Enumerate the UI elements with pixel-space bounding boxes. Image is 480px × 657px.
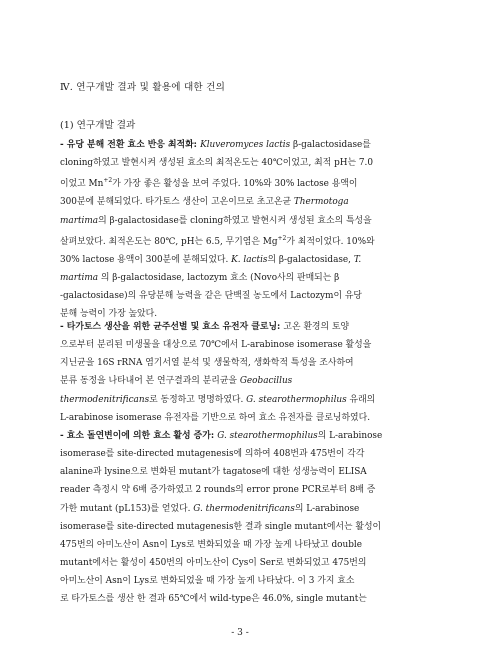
text-segment: 30% lactose 용액이 300분에 분해되었다. [60, 254, 232, 265]
text-line [60, 318, 422, 336]
text-line [60, 230, 422, 251]
text-segment: 475번의 아미노산이 Asn이 Lys로 변화되었을 때 가장 높게 나타났고 double [60, 539, 363, 550]
text-line [60, 193, 422, 211]
text-line [60, 536, 422, 554]
paragraph-mutation-activity [60, 427, 422, 609]
text-segment: -galactosidase)의 유당분해 능력을 같은 단백질 농도에서 Lactozym이 유당 [60, 291, 362, 302]
text-segment: - 타가토스 생산을 위한 균주선별 및 효소 유전자 클로닝: [60, 322, 284, 332]
text-segment: cloning하였고 발현시켜 생성된 효소의 최적온도는 40℃이었고, 최적 pH는 7.0 [60, 158, 374, 169]
text-line [60, 212, 422, 230]
text-segment: β-galactosidase를 [290, 140, 371, 150]
text-line [60, 391, 422, 409]
text-segment: L-arabinose isomerase 유전자를 기반으로 하여 효소 유전자를 클로닝하였다. [60, 412, 371, 423]
text-line [60, 500, 422, 518]
text-segment: 로 타가토스를 생산 한 결과 65℃에서 wild-type은 46.0%, single mutant는 [60, 594, 367, 605]
text-segment: 살펴보았다. 최적온도는 80℃, pH는 6.5, 무기염은 Mg [60, 236, 278, 247]
page-number: - 3 - [231, 628, 249, 638]
text-line [60, 354, 422, 372]
text-segment: 이었고 Mn [60, 179, 104, 190]
text-segment: 분해 능력이 가장 높았다. [60, 309, 158, 320]
text-segment: Geobacillus [239, 376, 293, 387]
text-line [60, 445, 422, 463]
text-segment: G. thermodenitrificans [193, 503, 295, 514]
text-line [60, 372, 422, 390]
text-segment: 지닌균을 16S rRNA 염기서열 분석 및 생물학적, 생화학적 특성을 조사하여 [60, 358, 354, 369]
text-segment: +2 [277, 234, 287, 242]
text-segment: T. [353, 254, 362, 265]
text-segment: - 효소 돌연변이에 의한 효소 활성 증가: [60, 431, 218, 441]
text-segment: 의 β-galactosidase, [267, 254, 354, 265]
text-segment: 고온 환경의 토양 [283, 322, 350, 332]
text-segment: martima [60, 215, 99, 226]
text-segment: 유래의 [346, 394, 376, 405]
text-line [60, 269, 422, 287]
text-segment: 300분에 분해되었다. 타가토스 생산이 고온이므로 초고온균 [60, 197, 294, 208]
text-segment: 의 L-arabinose [317, 431, 383, 441]
text-segment: martima [60, 273, 99, 284]
text-line [60, 590, 422, 608]
text-segment: Kluveromyces lactis [200, 140, 291, 150]
text-segment: 아미노산이 Asn이 Lys로 변화되었을 때 가장 높게 나타났다. 이 3 가지 효소 [60, 576, 355, 587]
text-segment: thermodenitrificans [60, 394, 150, 405]
paragraph-strain-selection [60, 318, 422, 427]
text-line [60, 251, 422, 269]
text-line [60, 409, 422, 427]
text-segment: Thermotoga [293, 197, 349, 208]
text-line [60, 136, 422, 154]
text-segment: 의 L-arabinose [294, 503, 360, 514]
text-line [60, 287, 422, 305]
text-segment: K. lactis [231, 254, 268, 265]
text-line [60, 172, 422, 193]
text-segment: +2 [103, 177, 113, 185]
text-line [60, 154, 422, 172]
subsection-heading: (1) 연구개발 결과 [60, 120, 136, 131]
paragraph-enzyme-optimization [60, 136, 422, 324]
text-line [60, 427, 422, 445]
text-segment: 가한 mutant (pL153)를 얻었다. [60, 503, 194, 514]
section-heading: Ⅳ. 연구개발 결과 및 활용에 대한 건의 [60, 82, 226, 93]
text-segment: G. stearothermophilus [217, 431, 318, 441]
text-line [60, 518, 422, 536]
text-segment: 으로부터 분리된 미생물을 대상으로 70℃에서 L-arabinose isomerase 활성을 [60, 340, 372, 351]
text-segment: 가 최적이었다. 10%와 [286, 236, 375, 247]
text-line [60, 463, 422, 481]
text-segment: 의 β-galactosidase를 cloning하였고 발현시켜 생성된 효소의 특성을 [98, 215, 372, 226]
text-line [60, 481, 422, 499]
text-segment: 분류 동정을 나타내어 본 연구결과의 분리균을 [60, 376, 240, 387]
text-segment: 의 β-galactosidase, lactozym 효소 (Novo사의 판매되는 β [98, 273, 340, 284]
text-segment: - [60, 140, 67, 150]
text-line [60, 572, 422, 590]
text-line [60, 336, 422, 354]
text-segment: isomerase를 site-directed mutagenesis에 의하여 408번과 475번이 각각 [60, 449, 365, 460]
text-line [60, 554, 422, 572]
text-segment: 유당 분해 전환 효소 반응 최적화: [66, 140, 201, 150]
text-segment: 가 가장 좋은 활성을 보여 주었다. 10%와 30% lactose 용액이 [112, 179, 358, 190]
text-segment: alanine과 lysine으로 변화된 mutant가 tagatose에 대한 성생능력이 ELISA [60, 467, 367, 478]
text-segment: G. stearothermophilus [246, 394, 347, 405]
text-segment: isomerase를 site-directed mutagenesis한 결과 single mutant에서는 활성이 [60, 521, 382, 532]
text-segment: reader 측정시 약 6배 증가하였고 2 rounds의 error prone PCR로부터 8배 증 [60, 485, 376, 496]
text-segment: 로 동정하고 명명하였다. [149, 394, 247, 405]
text-segment: mutant에서는 활성이 450번의 아미노산이 Cys이 Ser로 변화되었고 475번의 [60, 558, 367, 569]
